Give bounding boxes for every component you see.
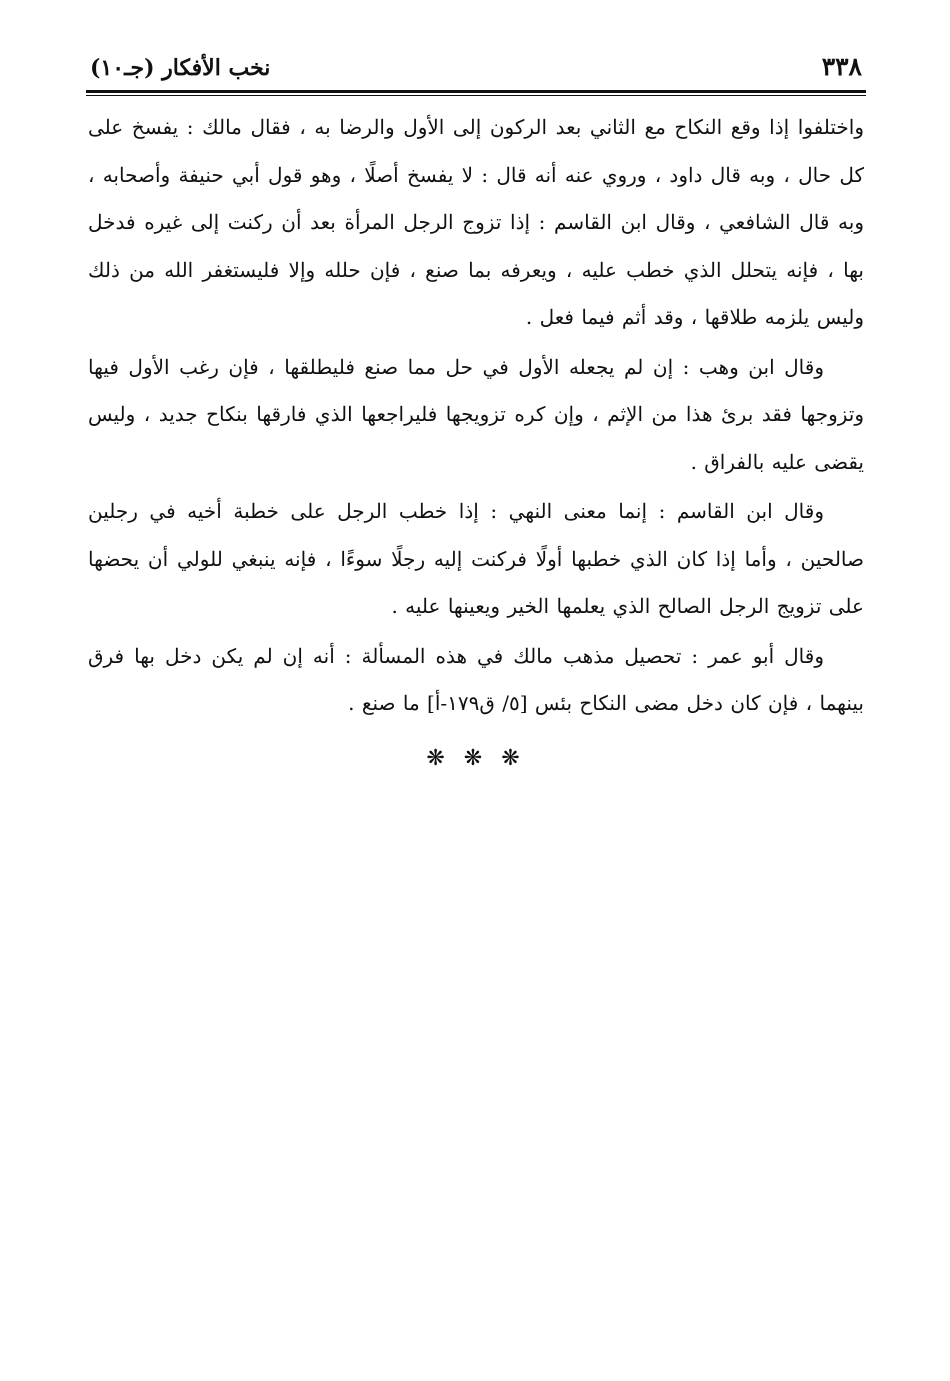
paragraph: وقال ابن وهب : إن لم يجعله الأول في حل مما صنع فليطلقها ، فإن رغب الأول فيها وتزوجها فقد برئ هذا من الإثم ، وإن كره تزويجها فليراجعها الذي فارقها بنكاح جديد ، وليس يقضى عليه بالفراق . (88, 354, 864, 474)
paragraph: واختلفوا إذا وقع النكاح مع الثاني بعد الركون إلى الأول والرضا به ، فقال مالك : يفسخ على كل حال ، وبه قال داود ، وروي عنه أنه قال : لا يفسخ أصلًا ، وهو قول أبي حنيفة وأصحابه ، وبه قال الشافعي ، وقال ابن القاسم : إذا تزوج الرجل المرأة بعد أن ركنت إلى غيره فدخل بها ، فإنه يتحلل الذي خطب عليه ، ويعرفه بما صنع ، فإن حلله وإلا فليستغفر الله من ذلك وليس يلزمه طلاقها ، وقد أثم فيما فعل . (88, 115, 864, 329)
book-page (86, 52, 866, 771)
header-rule-thick (86, 90, 866, 93)
paragraph: وقال ابن القاسم : إنما معنى النهي : إذا خطب الرجل على خطبة أخيه في رجلين صالحين ، وأما إذا كان الذي خطبها أولًا فركنت إليه رجلًا سوءًا ، فإنه ينبغي للولي أن يحضها على تزويج الرجل الصالح الذي يعلمها الخير ويعينها عليه . (88, 499, 864, 618)
header-rule-thin (86, 95, 866, 96)
page-header (86, 52, 866, 88)
section-separator: ❋ ❋ ❋ (426, 745, 526, 771)
body-text (86, 104, 866, 728)
page-number: ٣٣٨ (821, 52, 862, 81)
running-title: نخب الأفكار (جـ١٠) (90, 55, 271, 81)
paragraph: وقال أبو عمر : تحصيل مذهب مالك في هذه المسألة : أنه إن لم يكن دخل بها فرق بينهما ، فإن كان دخل مضى النكاح بئس [٥/ ق١٧٩-أ] ما صنع . (88, 643, 864, 715)
